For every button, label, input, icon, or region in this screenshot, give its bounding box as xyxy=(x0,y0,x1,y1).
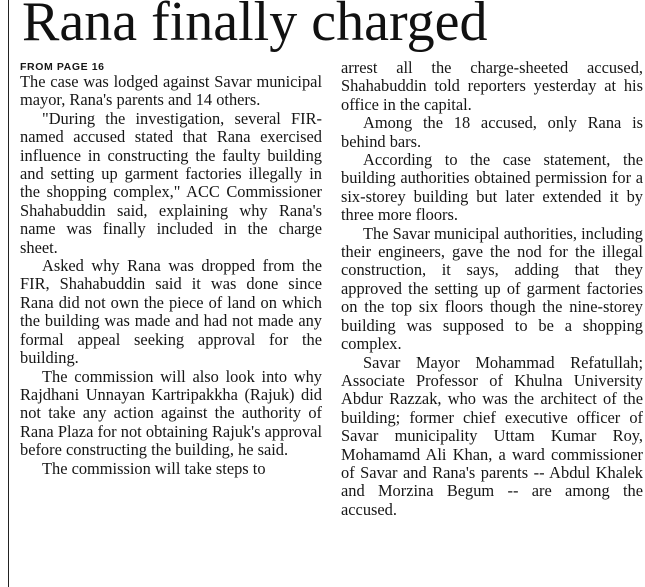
left-column xyxy=(20,60,322,478)
paragraph: arrest all the charge-sheeted accused, Shahabuddin told reporters yesterday at his office in the capital. xyxy=(341,58,643,114)
paragraph: Among the 18 accused, only Rana is behind bars. xyxy=(341,113,643,151)
paragraph: The commission will take steps to xyxy=(42,458,266,478)
paragraph: Savar Mayor Mohammad Refatullah; Associate Professor of Khulna University Abdur Razzak, who was the architect of the building; former chief executive officer of Savar municipality Uttam Kumar Roy, Mohamamd Ali Khan, a ward commissioner of Savar and Rana's parents -- Abdul Khalek and Morzina Begum -- are among the accused. xyxy=(341,352,643,519)
paragraph: The Savar municipal authorities, including their engineers, gave the nod for the illegal construction, it says, adding that they approved the setting up of garment factories on the top six floors though the nine-storey building was supposed to be a shopping complex. xyxy=(341,223,643,354)
paragraph: Asked why Rana was dropped from the FIR, Shahabuddin said it was done since Rana did not own the piece of land on which the building was made and had not made any formal appeal seeking approval for the building. xyxy=(20,256,322,368)
paragraph: The case was lodged against Savar municipal mayor, Rana's parents and 14 others. xyxy=(20,72,322,110)
paragraph: "During the investigation, several FIR-named accused stated that Rana exercised influence in constructing the faulty building and setting up garment factories illegally in the shopping complex," ACC Commissioner Shahabuddin said, explaining why Rana's name was finally included in the charge sheet. xyxy=(20,108,322,257)
column-rule xyxy=(8,0,9,587)
right-column xyxy=(341,59,643,519)
paragraph: The commission will also look into why Rajdhani Unnayan Kartripakkha (Rajuk) did not take any action against the authority of Rana Plaza for not obtaining Rajuk's approval before constructing the building, he said. xyxy=(20,366,322,460)
headline: Rana finally charged xyxy=(22,0,488,53)
paragraph: According to the case statement, the building authorities obtained permission for a six-storey building but later extended it by three more floors. xyxy=(341,150,643,225)
continuation-kicker: FROM PAGE 16 xyxy=(20,61,105,73)
